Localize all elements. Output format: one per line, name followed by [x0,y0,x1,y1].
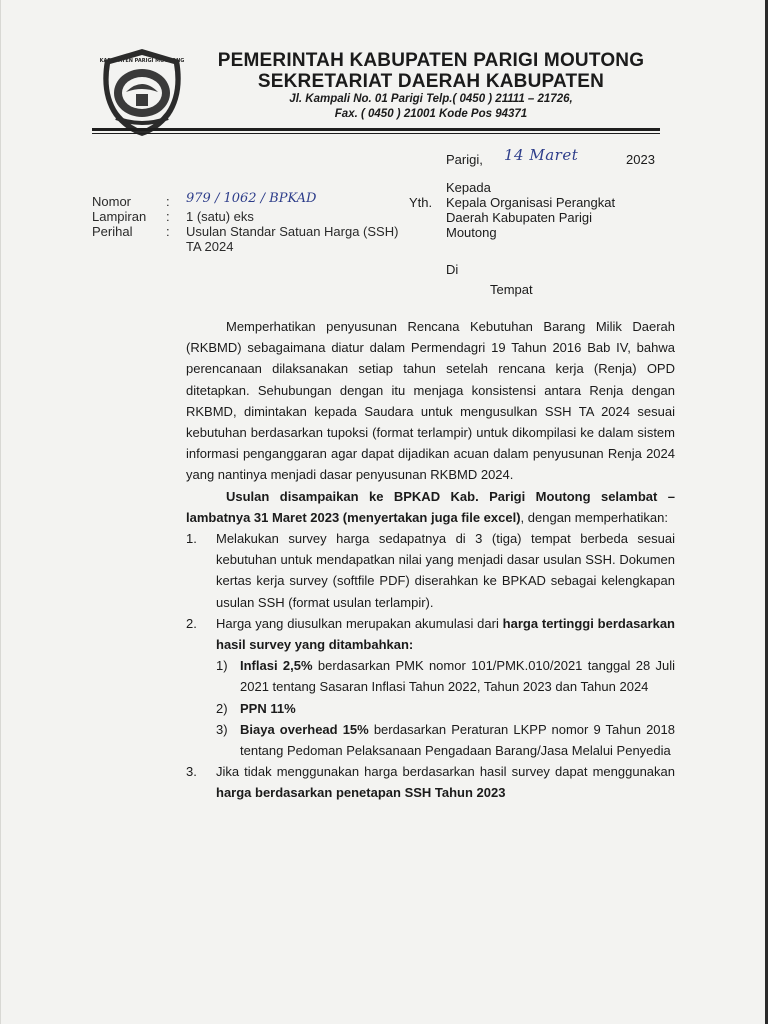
sub-list-item [216,655,675,697]
list-item [186,613,675,761]
sub-list-item [216,698,675,719]
lampiran-value: 1 (satu) eks [186,209,254,224]
body-paragraph-1: Memperhatikan penyusunan Rencana Kebutuhan Barang Milik Daerah (RKBMD) sebagaimana diatur dalam Permendagri 19 Tahun 2016 Bab IV, bahwa perencanaan dilaksanakan setiap tahun setelah rencana kerja (Renja) OPD ditetapkan. Sehubungan dengan itu menjaga konsistensi antara Renja dengan RKBMD, dimintakan kepada Saudara untuk mengusulkan SSH TA 2024 sesuai kebutuhan berdasarkan tupoksi (format terlampir) untuk dikompilasi ke dalam sistem informasi penganggaran agar dapat dijadikan acuan dalam penyusunan Renja 2024 yang nantinya menjadi dasar penyusunan RKBMD 2024. [186,319,675,483]
sub-list-number: 3) [216,721,228,737]
list-number: 2. [186,615,197,631]
meta-row-nomor [92,191,416,209]
recipient-kepada: Kepada [446,180,491,195]
sub-item-bold: Biaya overhead 15% [240,721,369,737]
sub-list-item [216,719,675,761]
sub-item-text: berdasarkan PMK nomor 101/PMK.010/2021 tanggal 28 Juli 2021 tentang Sasaran Inflasi Tahun 2022, Tahun 2023 dan Tahun 2024 [240,658,675,695]
letterhead-rule-thin [92,133,660,134]
sub-item-bold: Inflasi 2,5% [240,658,313,674]
recipient-tempat: Tempat [490,282,533,297]
letterhead-rule-thick [92,128,660,131]
date-place: Parigi, [446,152,483,167]
perihal-label: Perihal [92,224,133,239]
recipient-line-3: Moutong [446,225,497,240]
colon: : [166,209,170,224]
sub-list-number: 1) [216,658,228,674]
recipient-di: Di [446,262,459,277]
list-item-text: Jika tidak menggunakan harga berdasarkan hasil survey dapat menggunakan [216,764,675,780]
recipient-line-1: Kepala Organisasi Perangkat [446,195,616,210]
page-left-edge [0,0,1,1024]
lampiran-label: Lampiran [92,209,147,224]
date-handwritten: 14 Maret [504,146,579,164]
letter-meta [92,191,416,254]
recipient-line-2: Daerah Kabupaten Parigi [446,210,592,225]
letterhead-title-2: SEKRETARIAT DAERAH KABUPATEN [257,71,605,92]
letter-body [186,316,675,804]
regency-seal-logo [96,46,188,138]
list-item-bold: harga berdasarkan penetapan SSH Tahun 2023 [216,785,506,801]
list-item [186,528,675,613]
list-item-text: Harga yang diusulkan merupakan akumulasi dari [216,615,503,631]
letterhead [196,50,666,122]
list-item [186,761,675,803]
sub-item-text: berdasarkan Peraturan LKPP nomor 9 Tahun 2018 tentang Pedoman Pelaksanaan Pengadaan Barang/Jasa Melalui Penyedia [240,721,675,759]
letterhead-address-1: Jl. Kampali No. 01 Parigi Telp.( 0450 ) 21111 – 21726, [289,93,573,105]
colon: : [166,224,170,239]
body-paragraph-2 [186,486,675,528]
nomor-label: Nomor [92,194,132,209]
logo-caption: KABUPATEN PARIGI MOUTONG [99,58,185,64]
letterhead-title-1: PEMERINTAH KABUPATEN PARIGI MOUTONG [217,50,645,71]
meta-row-perihal [92,224,416,254]
yth-label: Yth. [409,195,433,210]
nomor-value: 979 / 1062 / BPKAD [186,191,317,206]
sub-item-bold: PPN 11% [240,700,296,716]
list-item-text: Melakukan survey harga sedapatnya di 3 (tiga) tempat berbeda sesuai kebutuhan untuk mendapatkan nilai yang menjadi dasar usulan SSH. Dokumen kertas kerja survey (softfile PDF) diserahkan ke BPKAD sebagai kelengkapan usulan SSH (format usulan terlampir). [216,531,675,610]
requirements-list [186,528,675,804]
price-components-list [216,655,675,761]
letterhead-address-2: Fax. ( 0450 ) 21001 Kode Pos 94371 [334,108,528,120]
date-year: 2023 [626,152,655,167]
list-number: 3. [186,764,197,780]
sub-list-number: 2) [216,700,228,716]
deadline-bold-text: Usulan disampaikan ke BPKAD Kab. Parigi Moutong selambat – lambatnya 31 Maret 2023 (menyertakan juga file excel) [186,488,675,525]
list-item-bold: harga tertinggi berdasarkan hasil survey yang ditambahkan: [216,615,675,653]
list-number: 1. [186,531,197,547]
paragraph-2-rest: , dengan memperhatikan: [520,509,668,525]
meta-row-lampiran [92,209,416,224]
recipient-block [446,180,676,297]
colon: : [166,194,170,209]
perihal-value: Usulan Standar Satuan Harga (SSH) TA 2024 [186,224,399,254]
